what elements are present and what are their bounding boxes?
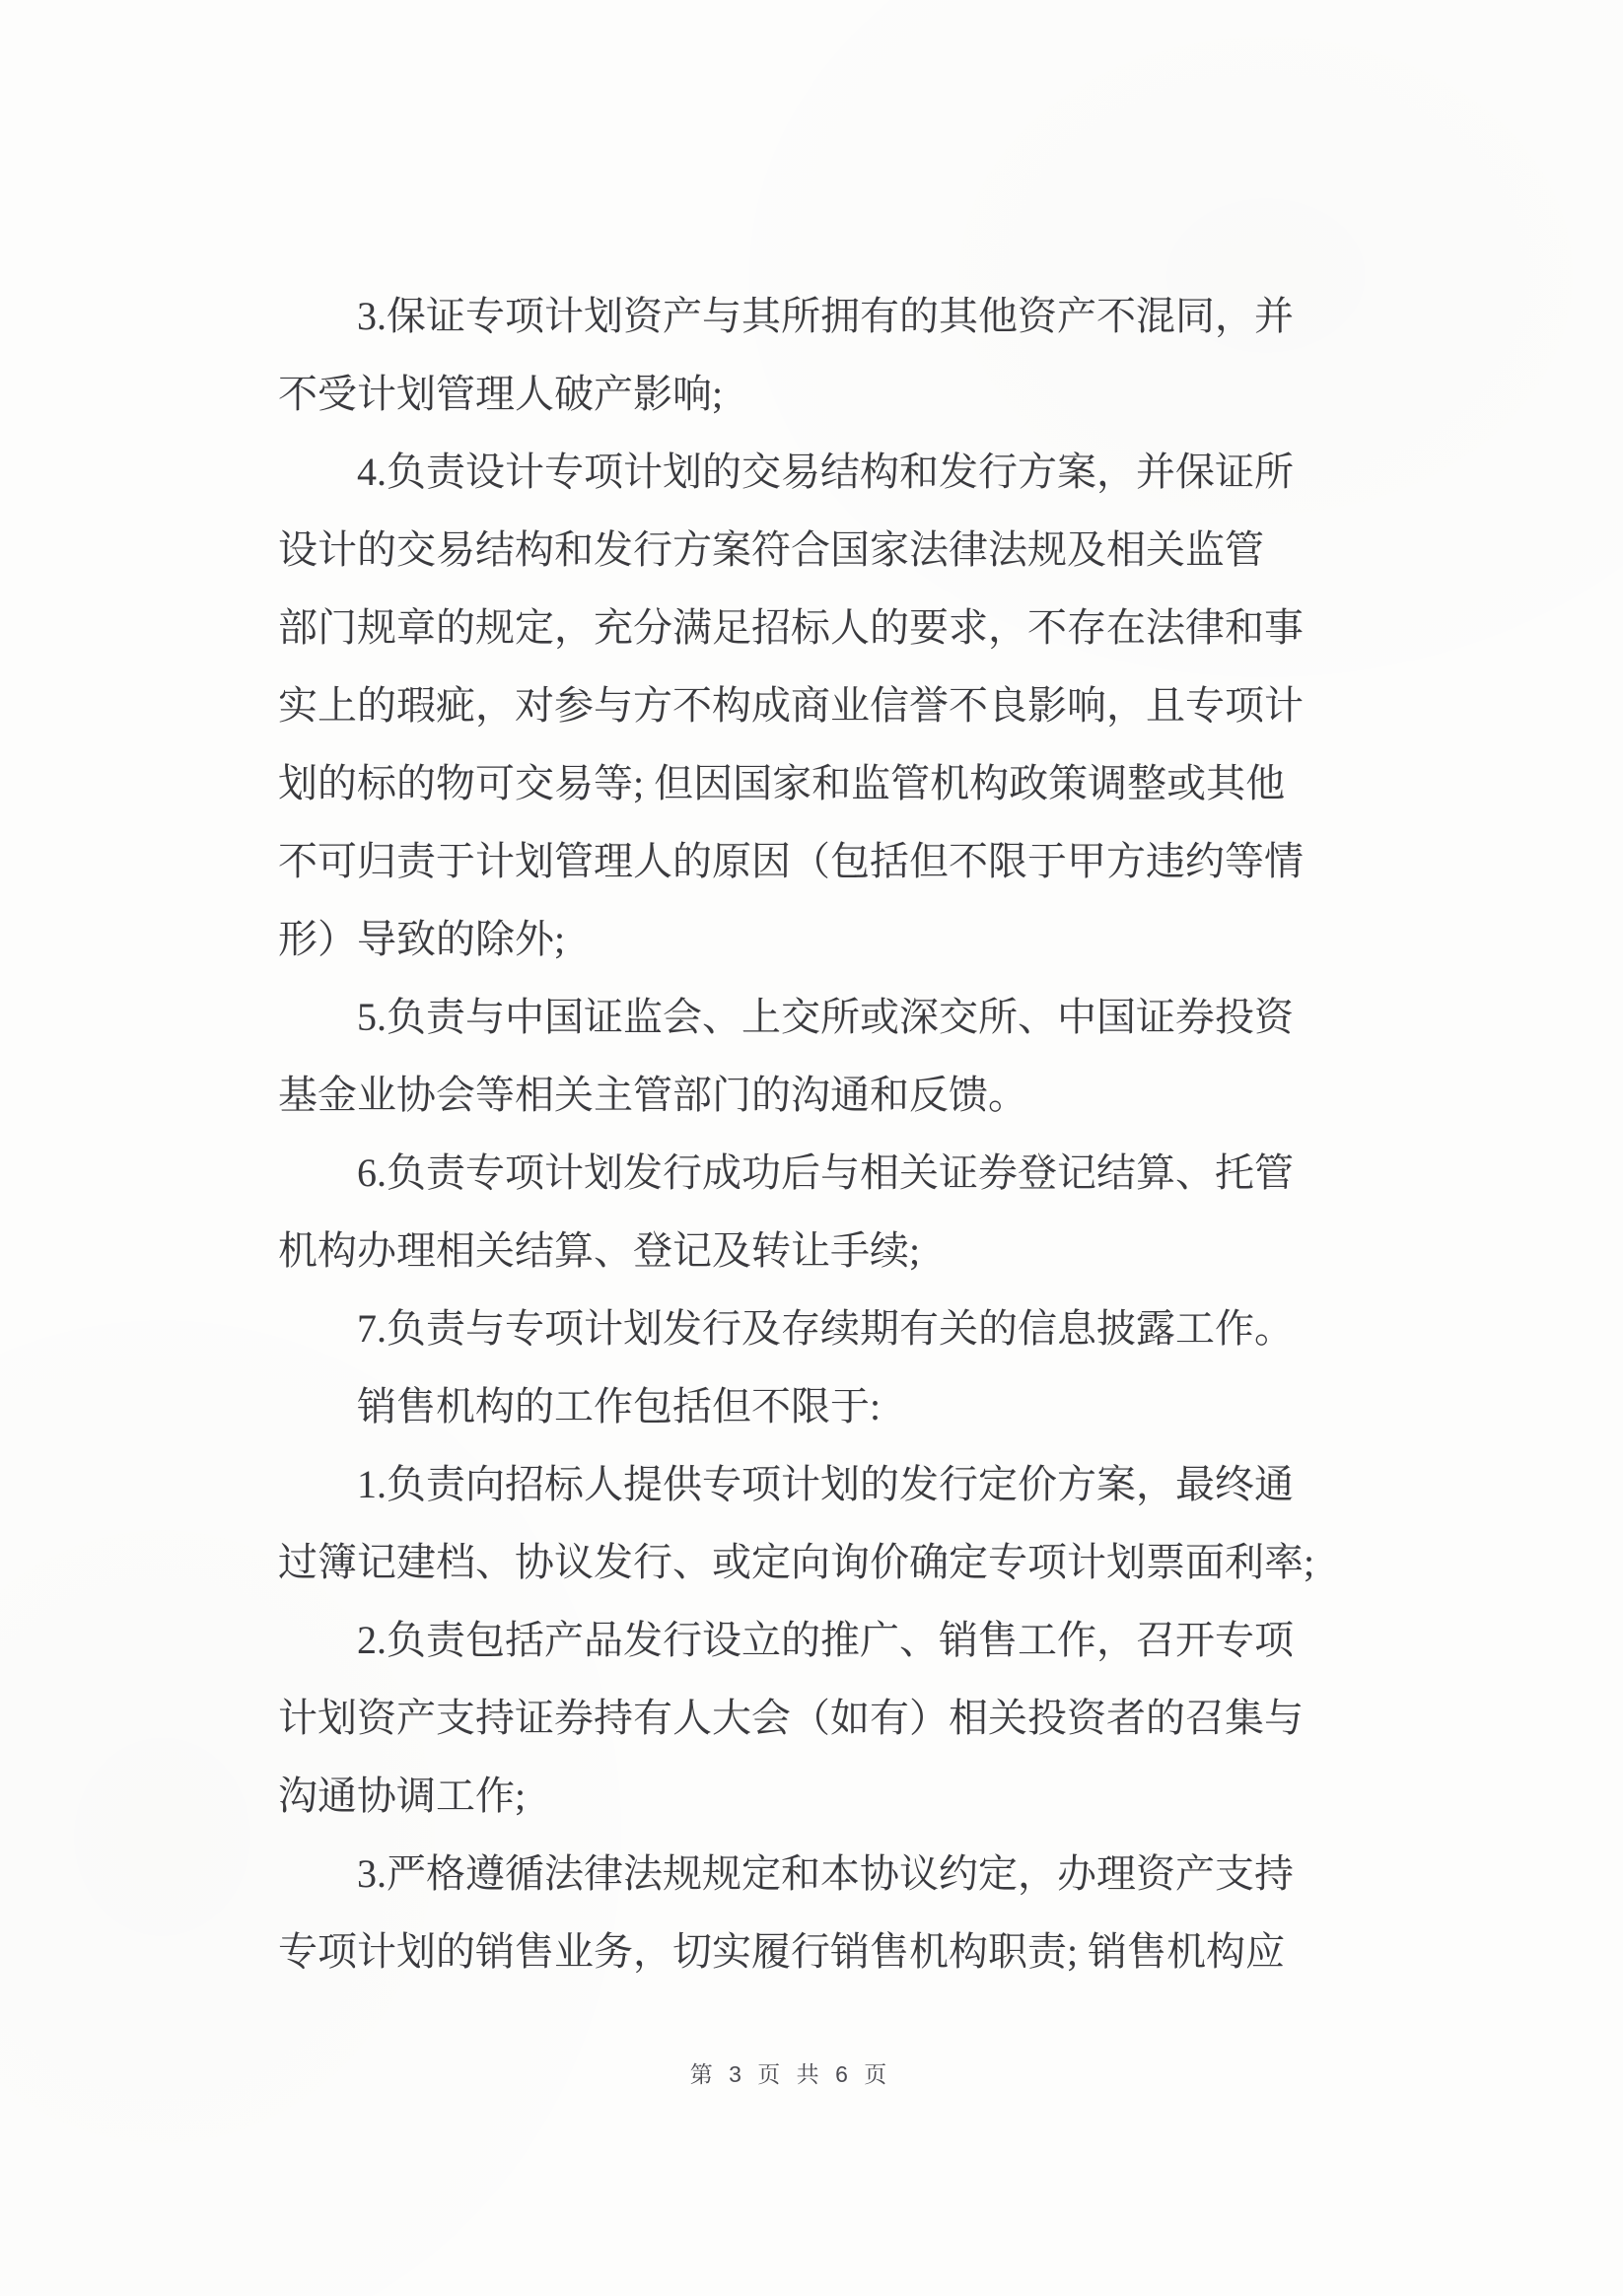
text-line: 1.负责向招标人提供专项计划的发行定价方案，最终通 <box>357 1462 1294 1506</box>
document-lines <box>278 277 1315 1990</box>
text-line: 3.保证专项计划资产与其所拥有的其他资产不混同，并 <box>357 294 1294 338</box>
text-line: 部门规章的规定，充分满足招标人的要求，不存在法律和事 <box>278 605 1304 650</box>
text-line: 7.负责与专项计划发行及存续期有关的信息披露工作。 <box>357 1306 1294 1351</box>
page-number-label: 第 3 页 共 6 页 <box>689 2061 892 2087</box>
text-line: 基金业协会等相关主管部门的沟通和反馈。 <box>278 1073 1027 1117</box>
text-line: 3.严格遵循法律法规规定和本协议约定，办理资产支持 <box>357 1851 1294 1896</box>
text-line: 沟通协调工作; <box>278 1774 527 1818</box>
text-line: 设计的交易结构和发行方案符合国家法律法规及相关监管 <box>278 527 1264 572</box>
text-line: 划的标的物可交易等; 但因国家和监管机构政策调整或其他 <box>278 761 1286 805</box>
text-line: 机构办理相关结算、登记及转让手续; <box>278 1228 921 1273</box>
text-line: 过簿记建档、协议发行、或定向询价确定专项计划票面利率; <box>278 1540 1315 1584</box>
text-line: 形）导致的除外; <box>278 917 566 961</box>
text-line: 不可归责于计划管理人的原因（包括但不限于甲方违约等情 <box>278 839 1304 883</box>
text-line: 不受计划管理人破产影响; <box>278 372 724 416</box>
text-line: 计划资产支持证券持有人大会（如有）相关投资者的召集与 <box>278 1696 1304 1740</box>
text-line: 实上的瑕疵，对参与方不构成商业信誉不良影响，且专项计 <box>278 683 1304 728</box>
text-line: 5.负责与中国证监会、上交所或深交所、中国证券投资 <box>357 995 1294 1039</box>
text-line: 专项计划的销售业务，切实履行销售机构职责; 销售机构应 <box>278 1929 1286 1974</box>
text-line: 销售机构的工作包括但不限于: <box>357 1384 882 1428</box>
page-footer <box>278 2056 1304 2089</box>
document-body <box>278 277 1315 1990</box>
text-line: 6.负责专项计划发行成功后与相关证券登记结算、托管 <box>357 1150 1294 1195</box>
text-line: 2.负责包括产品发行设立的推广、销售工作，召开专项 <box>357 1618 1294 1662</box>
text-line: 4.负责设计专项计划的交易结构和发行方案，并保证所 <box>357 450 1294 494</box>
